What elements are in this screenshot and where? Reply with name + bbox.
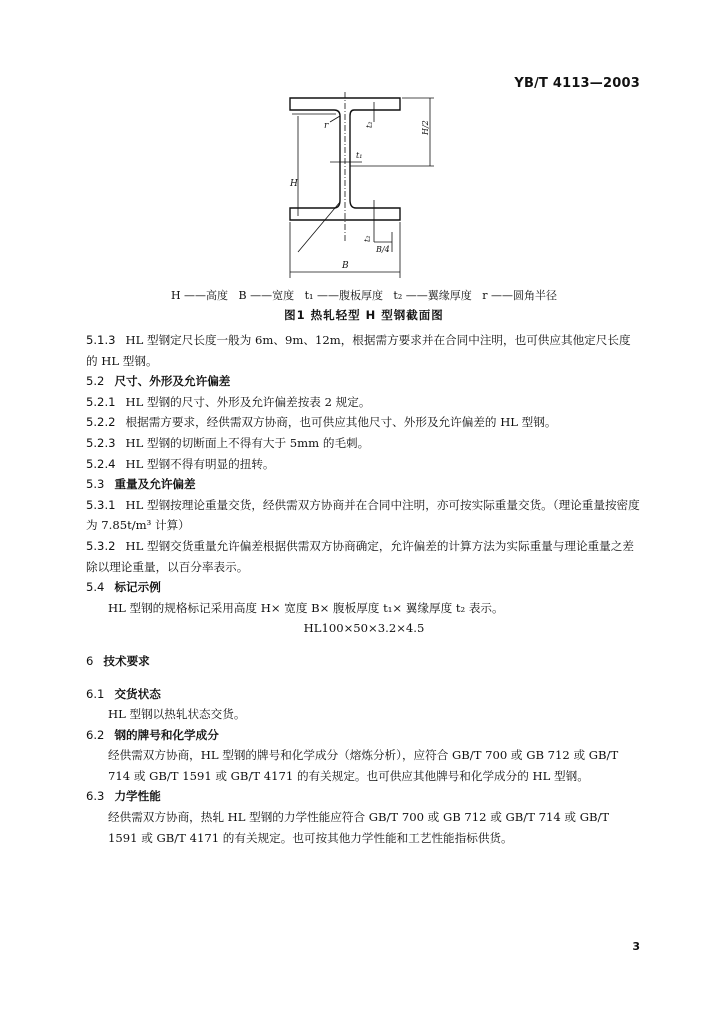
r-label: r [324, 121, 329, 131]
clause-5-2-2: 5.2.2 根据需方要求，经供需双方协商，也可供应其他尺寸、外形及允许偏差的 HL 型钢。 [86, 415, 557, 430]
heading-5-4: 5.4 标记示例 [86, 580, 161, 595]
clause-5-1-3: 5.1.3 HL 型钢定尺长度一般为 6m、9m、12m，根据需方要求并在合同中注明，也可供应其他定尺长度的 HL 型钢。 [86, 333, 631, 368]
figure-legend: H ——高度 B ——宽度 t₁ ——腹板厚度 t₂ ——翼缘厚度 r ——圆角半径 [170, 289, 558, 302]
clause-5-3-1: 5.3.1 HL 型钢按理论重量交货，经供需双方协商并在合同中注明，亦可按实际重量交货。（理论重量按密度为 7.85t/m³ 计算） [86, 497, 640, 533]
heading-6: 6 技术要求 [86, 653, 150, 668]
t2-bottom-label: t₂ [363, 235, 372, 242]
clause-6-3-body: 经供需双方协商，热轧 HL 型钢的力学性能应符合 GB/T 700 或 GB 712 或 GB/T 714 或 GB/T 1591 或 GB/T 4171 的有关规定。也可按其他力学性能和工艺性能指标供货。 [108, 810, 610, 845]
b-quarter-label: B/4 [376, 245, 390, 254]
t1-label: t₁ [356, 151, 363, 160]
clause-5-2-3: 5.2.3 HL 型钢的切断面上不得有大于 5mm 的毛刺。 [86, 435, 370, 450]
heading-6-1: 6.1 交货状态 [86, 686, 161, 701]
heading-5-3: 5.3 重量及允许偏差 [86, 477, 196, 492]
h-beam-cross-section-diagram [270, 92, 440, 287]
body-text [86, 330, 642, 848]
heading-6-2: 6.2 钢的牌号和化学成分 [86, 727, 219, 742]
h-half-label: H/2 [421, 120, 430, 135]
b-label: B [342, 261, 349, 271]
clause-5-2-4: 5.2.4 HL 型钢不得有明显的扭转。 [86, 456, 275, 471]
heading-5-2: 5.2 尺寸、外形及允许偏差 [86, 374, 231, 389]
page-number: 3 [632, 940, 640, 953]
figure-caption: 图1 热轧轻型 H 型钢截面图 [284, 308, 444, 322]
clause-5-3-2: 5.3.2 HL 型钢交货重量允许偏差根据供需双方协商确定，允许偏差的计算方法为实际重量与理论重量之差除以理论重量，以百分率表示。 [86, 538, 634, 574]
clause-5-2-1: 5.2.1 HL 型钢的尺寸、外形及允许偏差按表 2 规定。 [86, 394, 371, 409]
standard-code: YB/T 4113—2003 [514, 76, 640, 91]
t2-top-label: t₂ [365, 121, 374, 128]
clause-5-4-body: HL 型钢的规格标记采用高度 H× 宽度 B× 腹板厚度 t₁× 翼缘厚度 t₂ 表示。 [108, 600, 504, 615]
marking-example: HL100×50×3.2×4.5 [303, 621, 425, 636]
h-label: H [290, 179, 298, 189]
clause-6-2-body: 经供需双方协商，HL 型钢的牌号和化学成分（熔炼分析），应符合 GB/T 700 或 GB 712 或 GB/T 714 或 GB/T 1591 或 GB/T 4171 的有关规定。也可供应其他牌号和化学成分的 HL 型钢。 [108, 748, 619, 783]
heading-6-3: 6.3 力学性能 [86, 789, 161, 804]
clause-6-1-body: HL 型钢以热轧状态交货。 [108, 707, 246, 722]
